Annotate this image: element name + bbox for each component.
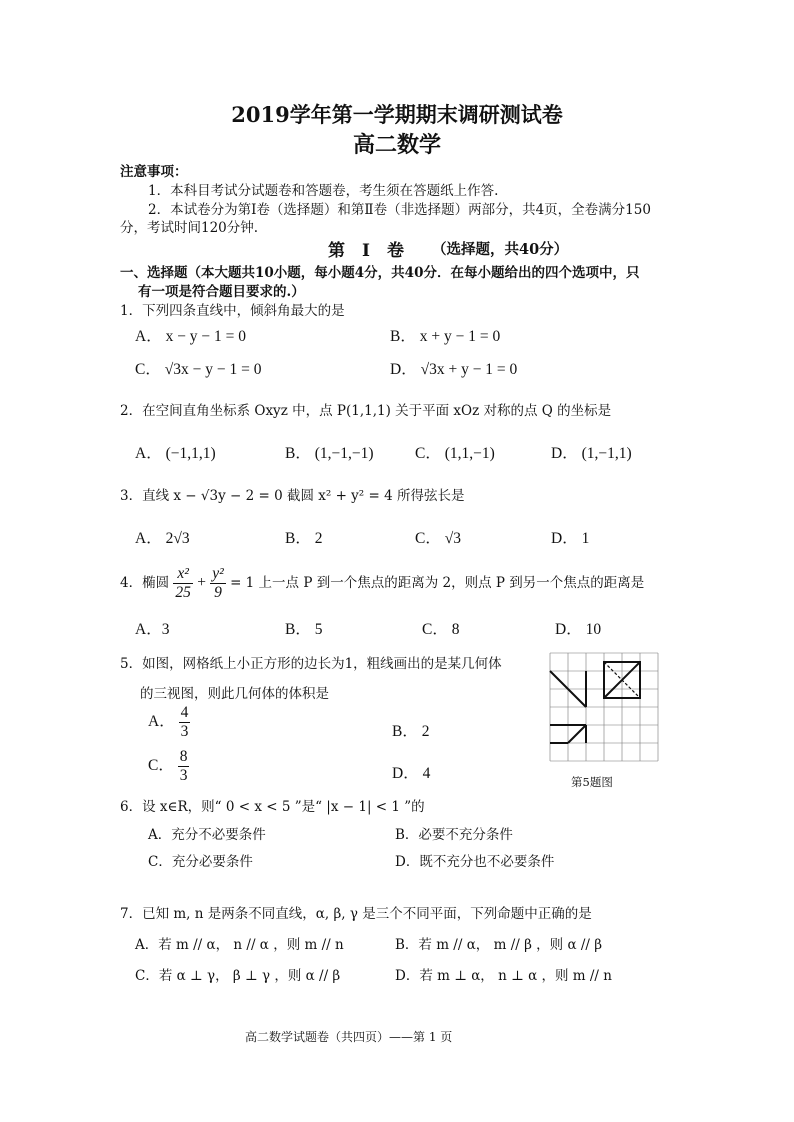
q5-option-c-num: 8 [179,748,188,765]
section-heading: 第 Ⅰ 卷 [328,241,404,261]
q5-stem-line-2: 的三视图，则此几何体的体积是 [140,686,329,702]
q4-plus: + [197,573,206,591]
q6-option-b: B．必要不充分条件 [395,827,513,843]
figure-thick-lines [550,662,640,743]
exam-subtitle: 高二数学 [352,132,441,158]
q4-option-a: A．3 [135,621,170,638]
q3-option-b: B． 2 [285,530,323,547]
q3-option-c: C． √3 [415,530,461,547]
figure-caption: 第5题图 [571,775,613,789]
q1-option-a: A． x − y − 1 = 0 [135,328,247,345]
q7-stem: 7．已知 m, n 是两条不同直线，α, β, γ 是三个不同平面，下列命题中正确的是 [120,906,592,922]
q2-option-d: D． (1,−1,1) [551,445,632,462]
q6-stem: 6．设 x∈R，则“ 0 < x < 5 ”是“ |x − 1| < 1 ”的 [120,799,425,815]
q3-option-d: D． 1 [551,530,590,547]
q4-fraction-y [210,565,226,602]
q5-option-c-label: C． [148,756,174,774]
q5-stem-line-1: 5．如图，网格纸上小正方形的边长为1，粗线画出的是某几何体 [120,656,502,672]
q5-option-b: B． 2 [392,723,430,740]
q4-fraction-x-den: 25 [175,583,191,601]
q3-stem: 3．直线 x − √3y − 2 = 0 截圆 x² + y² = 4 所得弦长是 [120,488,465,504]
section-intro-line-1: 一、选择题（本大题共10小题，每小题4分，共40分．在每小题给出的四个选项中，只 [120,265,640,281]
q2-option-a: A． (−1,1,1) [135,445,216,462]
section-heading-note: （选择题，共40分） [432,241,569,258]
notice-line-2b: 分，考试时间120分钟. [120,220,259,236]
q2-option-c: C． (1,1,−1) [415,445,495,462]
q4-fraction-y-num: y² [212,565,224,582]
notice-heading: 注意事项： [120,164,188,180]
q4-stem [120,565,644,602]
q4-fraction-x [173,565,193,602]
exam-title: 2019学年第一学期期末调研测试卷 [231,102,563,127]
q4-option-c: C． 8 [422,621,460,638]
notice-line-1: 1．本科目考试分试题卷和答题卷，考生须在答题纸上作答. [148,183,499,199]
q6-option-c: C．充分必要条件 [148,854,253,870]
q7-option-c: C．若 α ⊥ γ， β ⊥ γ ，则 α // β [135,968,341,984]
q2-stem: 2．在空间直角坐标系 Oxyz 中，点 P(1,1,1) 关于平面 xOz 对称的点 Q 的坐标是 [120,403,612,419]
q5-option-c-fraction [178,748,190,785]
q2-option-b: B． (1,−1,−1) [285,445,374,462]
q5-option-c-den: 3 [179,766,188,784]
q7-option-d: D．若 m ⊥ α， n ⊥ α ，则 m // n [395,968,612,984]
q5-option-a-den: 3 [180,722,189,740]
q5-option-a-num: 4 [180,704,189,721]
q4-option-d: D． 10 [555,621,602,638]
notice-line-2a: 2．本试卷分为第Ⅰ卷（选择题）和第Ⅱ卷（非选择题）两部分，共4页，全卷满分150 [148,202,651,218]
page-footer: 高二数学试题卷（共四页）——第 1 页 [245,1030,453,1044]
q6-option-a: A．充分不必要条件 [148,827,266,843]
q6-option-d: D．既不充分也不必要条件 [395,854,555,870]
q5-option-a-fraction [179,704,191,741]
q4-fraction-x-num: x² [173,565,193,584]
q5-option-a-label: A． [148,712,175,730]
q3-option-a: A． 2√3 [135,530,190,547]
q1-option-b: B． x + y − 1 = 0 [390,328,501,345]
q5-option-a [148,704,190,741]
q4-prefix: 4．椭圆 [120,574,170,591]
q4-fraction-y-den: 9 [214,583,222,601]
q1-option-c: C． √3x − y − 1 = 0 [135,361,262,378]
q5-option-d: D． 4 [392,765,431,782]
section-intro-line-2: 有一项是符合题目要求的.） [138,284,305,300]
q7-option-a: A．若 m // α， n // α ，则 m // n [135,937,344,953]
q1-stem: 1．下列四条直线中，倾斜角最大的是 [120,303,345,319]
q5-three-view-figure [548,650,660,764]
q4-option-b: B． 5 [285,621,323,638]
q1-option-d: D． √3x + y − 1 = 0 [390,361,518,378]
q5-option-c [148,748,189,785]
q7-option-b: B．若 m // α， m // β ，则 α // β [395,937,603,953]
q4-suffix: = 1 上一点 P 到一个焦点的距离为 2，则点 P 到另一个焦点的距离是 [230,574,645,591]
